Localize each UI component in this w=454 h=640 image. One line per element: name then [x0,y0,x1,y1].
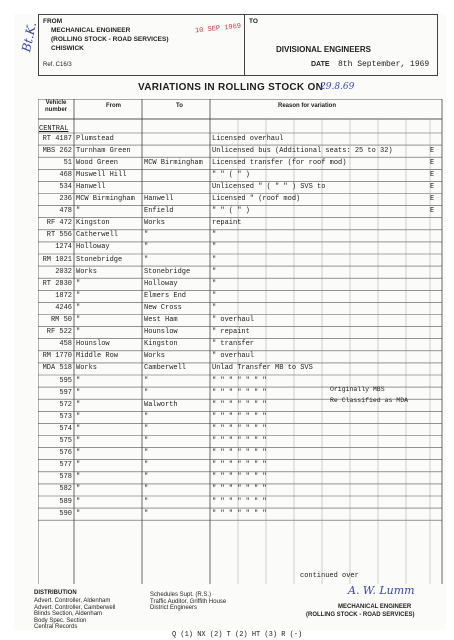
from-location: MCW Birmingham [76,195,135,203]
distribution-left-list [34,598,115,631]
from-location: Plumstead [76,134,114,143]
reason-text: repaint [212,219,242,228]
reason-text: " " " " " " " [212,424,267,433]
annotation-originally: Originally MBS [330,386,385,393]
vehicle-number: RM 1770 [42,352,72,361]
reason-text: " overhaul [212,316,255,324]
from-line-2: (ROLLING STOCK - ROAD SERVICES) [51,36,169,43]
signature: A. W. Lumm [348,584,415,597]
vehicle-number: 236 [59,195,72,203]
from-location: " [76,424,81,433]
section-label: CENTRAL [39,125,69,133]
from-location: " [76,497,81,506]
from-location: " [76,449,81,458]
reason-text: " " " " " " " [212,461,267,470]
reason-text: " " " " " " " [212,449,267,458]
date-value: 8th September, 1969 [338,60,430,69]
to-location: " [144,243,149,252]
col-header-to: To [176,103,183,109]
to-location: Works [144,219,166,228]
reason-text: " " " " " " " [212,388,267,397]
reason-text: Licensed overhaul [212,134,284,143]
reason-text: " " " " " " " [212,412,267,421]
vehicle-number: RT 556 [46,231,72,240]
from-label: FROM [43,18,63,25]
reason-text: " " " " " " " [212,509,267,518]
vehicle-number: 572 [59,400,72,409]
col-header-from: From [106,103,121,109]
vehicle-number: 582 [59,485,72,494]
from-location: Works [76,364,98,373]
from-location: " [76,485,81,494]
from-location: Turnham Green [76,146,131,155]
reason-text: " [212,231,217,240]
distribution-item: Body Spec. Section [34,617,87,624]
to-location: New Cross [144,303,182,312]
reason-mark: E [430,182,435,191]
vehicle-number: RF 522 [46,328,72,337]
reason-text: " [212,291,217,300]
from-line-1: MECHANICAL ENGINEER [51,27,131,34]
vehicle-number: 573 [59,412,72,421]
from-location: Holloway [76,243,110,252]
from-location: " [76,291,81,300]
reason-mark: E [430,195,435,203]
to-location: " [144,485,149,494]
signature-title-2: (ROLLING STOCK - ROAD SERVICES) [306,612,415,618]
col-header-vehicle: Vehicle number [44,100,67,113]
reason-text: " " " " " " " [212,376,267,385]
distribution-block [34,590,115,631]
to-location: " [144,388,149,397]
vehicle-number: 595 [59,376,72,385]
from-location: " [76,509,81,518]
to-label: TO [249,18,258,25]
distribution-item: Central Records [34,624,78,630]
from-location: " [76,376,81,385]
vehicle-number: 2032 [55,267,72,276]
to-location: " [144,255,149,264]
vehicle-number: RM 50 [50,316,72,324]
from-location: Hanwell [76,182,106,191]
from-location: " [76,328,81,337]
reason-text: " [212,279,217,288]
to-location: Stonebridge [144,267,191,276]
reason-text: " " " " " " " [212,473,267,482]
from-location: " [76,207,81,216]
vehicle-number: RT 4187 [42,134,72,143]
to-location: Elmers End [144,291,187,300]
reason-text: Unlicensed " ( " " ) SVS to [212,182,326,191]
reason-mark: E [430,158,435,167]
reason-mark: E [430,170,435,179]
to-location: " [144,497,149,506]
distribution-item: District Engineers [150,605,198,611]
vehicle-number: 575 [59,437,72,445]
vehicle-number: MBS 262 [42,146,72,155]
reason-mark: E [430,146,435,155]
vehicle-number: 51 [63,158,72,167]
form-title: VARIATIONS IN ROLLING STOCK ON [138,82,324,93]
vehicle-number: 576 [59,449,72,458]
from-location: Stonebridge [76,255,123,264]
to-location: Holloway [144,279,178,288]
reason-text: " " " " " " " [212,437,267,445]
vehicle-number: 1274 [55,243,72,252]
to-location: " [144,473,149,482]
annotation-reclassified: Re Classified as MDA [330,397,409,404]
reason-text: " [212,303,217,312]
col-header-reason: Reason for variation [278,103,337,109]
vehicle-number: 468 [59,170,72,179]
vehicle-number: RM 1021 [42,255,72,264]
reason-text: " " " " " " " [212,485,267,494]
from-location: " [76,437,81,445]
signature-title-1: MECHANICAL ENGINEER [338,604,412,610]
from-location: " [76,473,81,482]
from-location: " [76,279,81,288]
reason-text: " [212,243,217,252]
to-location: " [144,376,149,385]
vehicle-number: 534 [59,182,72,191]
vehicle-number: 589 [59,497,72,506]
reason-text: " [212,267,217,276]
distribution-item: Advert. Controller, Aldenham [34,598,111,604]
vehicle-number: 478 [59,207,72,216]
from-location: " [76,316,81,324]
to-location: " [144,412,149,421]
document-header [38,14,438,76]
handwritten-initials: Bt.K. [19,20,40,54]
vehicle-number: 590 [59,509,72,518]
vehicle-number: 574 [59,424,72,433]
vehicle-number: MDA 518 [42,364,72,373]
reason-text: Unlicensed bus (Additional seats: 25 to 32) [212,146,393,155]
from-location: Kingston [76,219,110,228]
vehicle-number: 597 [59,388,72,397]
from-location: Middle Row [76,352,119,361]
from-line-3: CHISWICK [51,45,84,52]
to-location: Hounslow [144,328,178,337]
distribution-codes: Q (1) NX (2) T (2) HT (3) R (-) [172,631,303,639]
received-stamp: 10 SEP 1969 [194,22,242,36]
from-location: Wood Green [76,158,119,167]
distribution-item: Traffic Auditor, Griffith House [150,598,227,605]
from-location: " [76,461,81,470]
reason-text: " " " " " " " [212,497,267,506]
to-location: " [144,461,149,470]
to-location: " [144,437,149,445]
vehicle-number: 4246 [55,303,72,312]
date-handwritten: 29.8.69 [320,82,355,92]
distribution-item: Blinds Section, Aldenham [34,611,103,617]
to-location: Hanwell [144,195,174,203]
vehicle-number: 577 [59,461,72,470]
reference: Ref. C16/3 [43,62,72,68]
distribution-item: Schedules Supt. (R.S.) [150,592,212,598]
reason-text: " overhaul [212,352,255,361]
from-location: " [76,412,81,421]
vehicle-number: 458 [59,340,72,349]
reason-mark: E [430,207,435,216]
header-divider [244,15,245,75]
continued-over: continued over [300,572,359,580]
reason-text: Licensed transfer (for roof mod) [212,158,347,167]
to-location: West Ham [144,316,178,324]
to-location: MCW Birmingham [144,158,203,167]
reason-text: " " ( " ) [212,170,250,179]
vehicle-number: RT 2830 [42,279,72,288]
reason-text: " " " " " " " [212,400,267,409]
date-label: DATE [311,61,330,68]
reason-text: " transfer [212,340,255,349]
from-location: " [76,388,81,397]
to-location: Enfield [144,207,174,216]
from-location: Catherwell [76,231,119,240]
to-location: " [144,231,149,240]
to-location: Works [144,352,166,361]
reason-text: Unlad Transfer MB to SVS [212,364,313,373]
to-value: DIVISIONAL ENGINEERS [276,45,371,54]
distribution-right-list [150,592,226,612]
vehicle-number: RF 472 [46,219,72,228]
to-location: Kingston [144,340,178,349]
to-location: " [144,509,149,518]
reason-text: " " ( " ) [212,207,250,216]
distribution-item: Advert. Controller, Camberwell [34,604,116,611]
distribution-title: DISTRIBUTION [34,590,77,596]
reason-text: " repaint [212,328,250,337]
from-location: Works [76,267,98,276]
from-location: Muswell Hill [76,170,127,179]
to-location: Camberwell [144,364,187,373]
reason-text: " [212,255,217,264]
vehicle-number: 578 [59,473,72,482]
to-location: " [144,424,149,433]
from-location: " [76,400,81,409]
from-location: Hounslow [76,340,110,349]
vehicle-number: 1872 [55,291,72,300]
variations-table [38,99,448,584]
to-location: " [144,449,149,458]
to-location: Walworth [144,400,178,409]
reason-text: Licensed " (roof mod) [212,195,301,203]
from-location: " [76,303,81,312]
